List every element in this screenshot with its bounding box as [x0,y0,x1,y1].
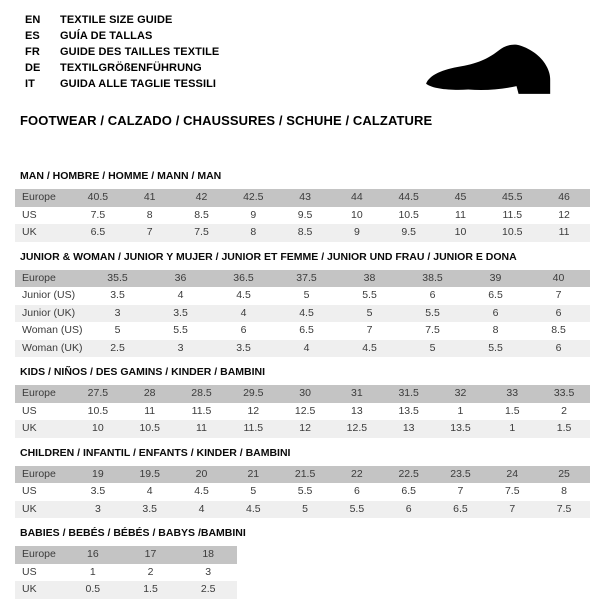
size-table [15,189,590,242]
table-row [15,287,590,305]
table-row [15,466,590,484]
size-cell: 13.5 [398,404,419,417]
size-cell: 27.5 [87,387,109,399]
size-cell: 9.5 [401,226,416,238]
size-cell: 2 [561,404,567,417]
language-code: ES [25,30,40,42]
size-cell: 7 [146,226,153,238]
size-cell: 7.5 [504,485,520,497]
size-cell: 4 [303,341,310,354]
table-row [15,189,590,207]
row-label: US [22,485,37,497]
size-cell: 25 [558,467,570,480]
size-cell: 10 [351,208,363,221]
size-cell: 7 [555,289,562,301]
size-cell: 43 [299,191,311,203]
language-code: EN [25,14,41,26]
row-label: Europe [22,548,56,560]
row-label: Junior (US) [22,289,76,301]
size-cell: 21.5 [294,467,316,480]
size-cell: 9.5 [297,208,313,221]
size-cell: 30 [299,387,311,399]
size-cell: 3 [94,502,101,515]
table-title: KIDS / NIÑOS / DES GAMINS / KINDER / BAMBINI [20,366,266,378]
row-label: US [22,565,37,578]
size-cell: 29.5 [243,387,264,399]
size-cell: 22.5 [398,467,419,480]
language-title: GUIDA ALLE TAGLIE TESSILI [60,78,217,90]
size-cell: 38.5 [422,271,443,284]
row-label: US [22,208,37,221]
size-cell: 4.5 [245,502,261,515]
size-cell: 10.5 [139,422,160,434]
size-cell: 36 [174,271,187,284]
size-cell: 41 [143,191,156,203]
language-title-list [25,12,219,92]
size-cell: 6.5 [453,502,468,515]
size-cell: 5 [303,289,310,301]
size-cell: 11 [196,422,207,434]
table-title: CHILDREN / INFANTIL / ENFANTS / KINDER / BAMBINI [20,446,291,459]
size-cell: 8.5 [194,208,209,221]
size-cell: 16 [86,548,99,560]
table-row [15,322,590,340]
size-cell: 7 [457,485,464,497]
table-row [15,207,590,225]
size-cell: 6.5 [90,226,106,238]
row-label: UK [22,583,37,595]
size-cell: 5.5 [425,306,440,319]
size-table [15,270,590,358]
size-cell: 3 [114,306,121,319]
size-table-section [15,170,590,242]
size-cell: 1 [509,422,516,434]
size-cell: 4.5 [362,341,377,354]
size-tables [15,170,590,608]
row-label: Europe [22,271,56,284]
size-cell: 1.5 [504,404,520,417]
table-row [15,385,590,403]
size-cell: 12.5 [294,404,316,417]
size-cell: 10.5 [502,226,523,238]
table-row [15,224,590,242]
size-cell: 37.5 [296,271,317,284]
size-cell: 28.5 [191,387,212,399]
table-row [15,546,237,564]
size-cell: 11.5 [243,422,264,434]
row-label: Junior (UK) [22,306,76,319]
size-cell: 3.5 [90,485,106,497]
size-cell: 23.5 [450,467,471,480]
size-cell: 5 [302,502,308,515]
size-cell: 11.5 [502,208,523,221]
size-cell: 6 [492,306,499,319]
size-cell: 9 [250,208,257,221]
size-cell: 33.5 [553,387,575,399]
row-label: US [22,404,37,417]
size-cell: 7.5 [194,226,209,238]
size-cell: 42 [195,191,208,203]
size-table [15,546,237,599]
language-title: TEXTILGRÖßENFÜHRUNG [60,62,202,74]
table-row [15,340,590,358]
table-row [15,420,590,438]
table-row [15,581,237,599]
size-cell: 21 [247,467,260,480]
row-label: UK [22,226,37,238]
size-cell: 39 [489,271,502,284]
size-cell: 13 [402,422,415,434]
size-cell: 0.5 [85,583,101,595]
size-cell: 12 [558,208,570,221]
size-cell: 6 [429,289,436,301]
size-cell: 5.5 [488,341,503,354]
dress-shoe-icon [397,30,583,98]
category-title: FOOTWEAR / CALZADO / CHAUSSURES / SCHUHE / CALZATURE [20,113,433,128]
size-cell: 4 [146,485,153,497]
size-cell: 8.5 [297,226,313,238]
size-cell: 11 [558,226,570,238]
language-row [25,76,219,92]
size-cell: 19.5 [139,467,160,480]
size-table [15,385,590,438]
size-cell: 44 [351,191,363,203]
size-cell: 12 [299,422,311,434]
size-cell: 6 [555,306,562,319]
size-cell: 5 [114,324,121,336]
size-cell: 10.5 [87,404,109,417]
size-table [15,466,590,519]
size-cell: 28 [143,387,156,399]
size-cell: 10.5 [398,208,419,221]
size-cell: 31.5 [398,387,419,399]
size-cell: 4.5 [194,485,209,497]
table-row [15,270,590,288]
size-cell: 5.5 [362,289,377,301]
size-cell: 4 [240,306,247,319]
size-cell: 46 [558,191,570,203]
table-row [15,403,590,421]
size-cell: 7.5 [425,324,440,336]
size-cell: 6 [240,324,247,336]
size-cell: 6.5 [401,485,416,497]
size-table-section [15,366,590,438]
size-cell: 5 [429,341,436,354]
size-cell: 9 [353,226,360,238]
language-title: GUIDE DES TAILLES TEXTILE [60,46,220,58]
size-cell: 40.5 [87,191,109,203]
size-cell: 1 [457,404,464,417]
size-cell: 2.5 [110,341,125,354]
size-cell: 36.5 [233,271,254,284]
size-cell: 11 [455,208,466,221]
size-table-section [15,527,590,599]
size-cell: 33 [506,387,519,399]
size-cell: 3.5 [173,306,188,319]
size-cell: 1.5 [556,422,572,434]
table-title: BABIES / BEBÉS / BÉBÉS / BABYS /BAMBINI [20,527,246,539]
size-cell: 42.5 [243,191,264,203]
row-label: UK [22,502,37,515]
size-cell: 32 [454,387,467,399]
size-cell: 7.5 [556,502,572,515]
size-cell: 35.5 [107,271,128,284]
table-title: JUNIOR & WOMAN / JUNIOR Y MUJER / JUNIOR ET FEMME / JUNIOR UND FRAU / JUNIOR E DONA [20,250,517,263]
table-row [15,483,590,501]
size-cell: 3 [177,341,184,354]
size-cell: 8 [561,485,567,497]
size-cell: 6 [353,485,360,497]
language-title: GUÍA DE TALLAS [60,30,153,42]
size-cell: 5.5 [297,485,313,497]
size-cell: 2.5 [200,583,216,595]
size-cell: 45 [454,191,467,203]
row-label: Europe [22,387,56,399]
size-cell: 8 [492,324,499,336]
size-cell: 5 [366,306,373,319]
size-cell: 17 [144,548,157,560]
table-row [15,501,590,519]
size-cell: 6 [555,341,562,354]
language-code: IT [25,78,35,90]
size-cell: 6.5 [488,289,503,301]
language-code: FR [25,46,40,58]
size-cell: 10 [92,422,104,434]
size-cell: 22 [351,467,363,480]
size-cell: 19 [92,467,104,480]
size-cell: 2 [147,565,154,578]
size-cell: 7 [366,324,373,336]
size-cell: 7.5 [90,208,106,221]
size-cell: 1.5 [143,583,158,595]
size-cell: 7 [509,502,516,515]
row-label: UK [22,422,37,434]
size-cell: 10 [454,226,467,238]
size-cell: 8.5 [551,324,566,336]
language-row [25,60,219,76]
size-table-section [15,447,590,519]
row-label: Woman (UK) [22,341,83,354]
row-label: Woman (US) [22,324,83,336]
size-cell: 31 [351,387,363,399]
size-cell: 4 [177,289,184,301]
size-cell: 38 [363,271,376,284]
size-cell: 3.5 [110,289,125,301]
size-cell: 5 [250,485,257,497]
table-row [15,305,590,323]
size-cell: 40 [552,271,565,284]
language-code: DE [25,62,41,74]
size-cell: 1 [89,565,96,578]
size-cell: 24 [506,467,519,480]
size-cell: 6.5 [299,324,314,336]
size-cell: 45.5 [502,191,523,203]
size-cell: 11.5 [191,404,212,417]
size-cell: 6 [405,502,412,515]
size-cell: 20 [195,467,208,480]
language-title: TEXTILE SIZE GUIDE [60,14,173,26]
row-label: Europe [22,467,56,480]
language-row [25,12,219,28]
size-cell: 4 [198,502,205,515]
size-table-section [15,251,590,358]
size-cell: 4.5 [299,306,314,319]
language-row [25,44,219,60]
size-cell: 5.5 [173,324,188,336]
table-row [15,564,237,582]
size-cell: 44.5 [398,191,419,203]
language-row [25,28,219,44]
size-cell: 5.5 [349,502,365,515]
size-cell: 12 [247,404,260,417]
size-cell: 3.5 [142,502,157,515]
row-label: Europe [22,191,56,203]
size-cell: 11 [144,404,156,417]
size-cell: 3.5 [236,341,251,354]
size-cell: 13.5 [450,422,471,434]
size-cell: 8 [146,208,153,221]
size-cell: 12.5 [346,422,368,434]
table-title: MAN / HOMBRE / HOMME / MANN / MAN [20,170,222,182]
size-cell: 3 [205,565,212,578]
size-cell: 18 [202,548,215,560]
size-cell: 8 [250,226,257,238]
size-cell: 13 [351,404,363,417]
size-cell: 4.5 [236,289,251,301]
